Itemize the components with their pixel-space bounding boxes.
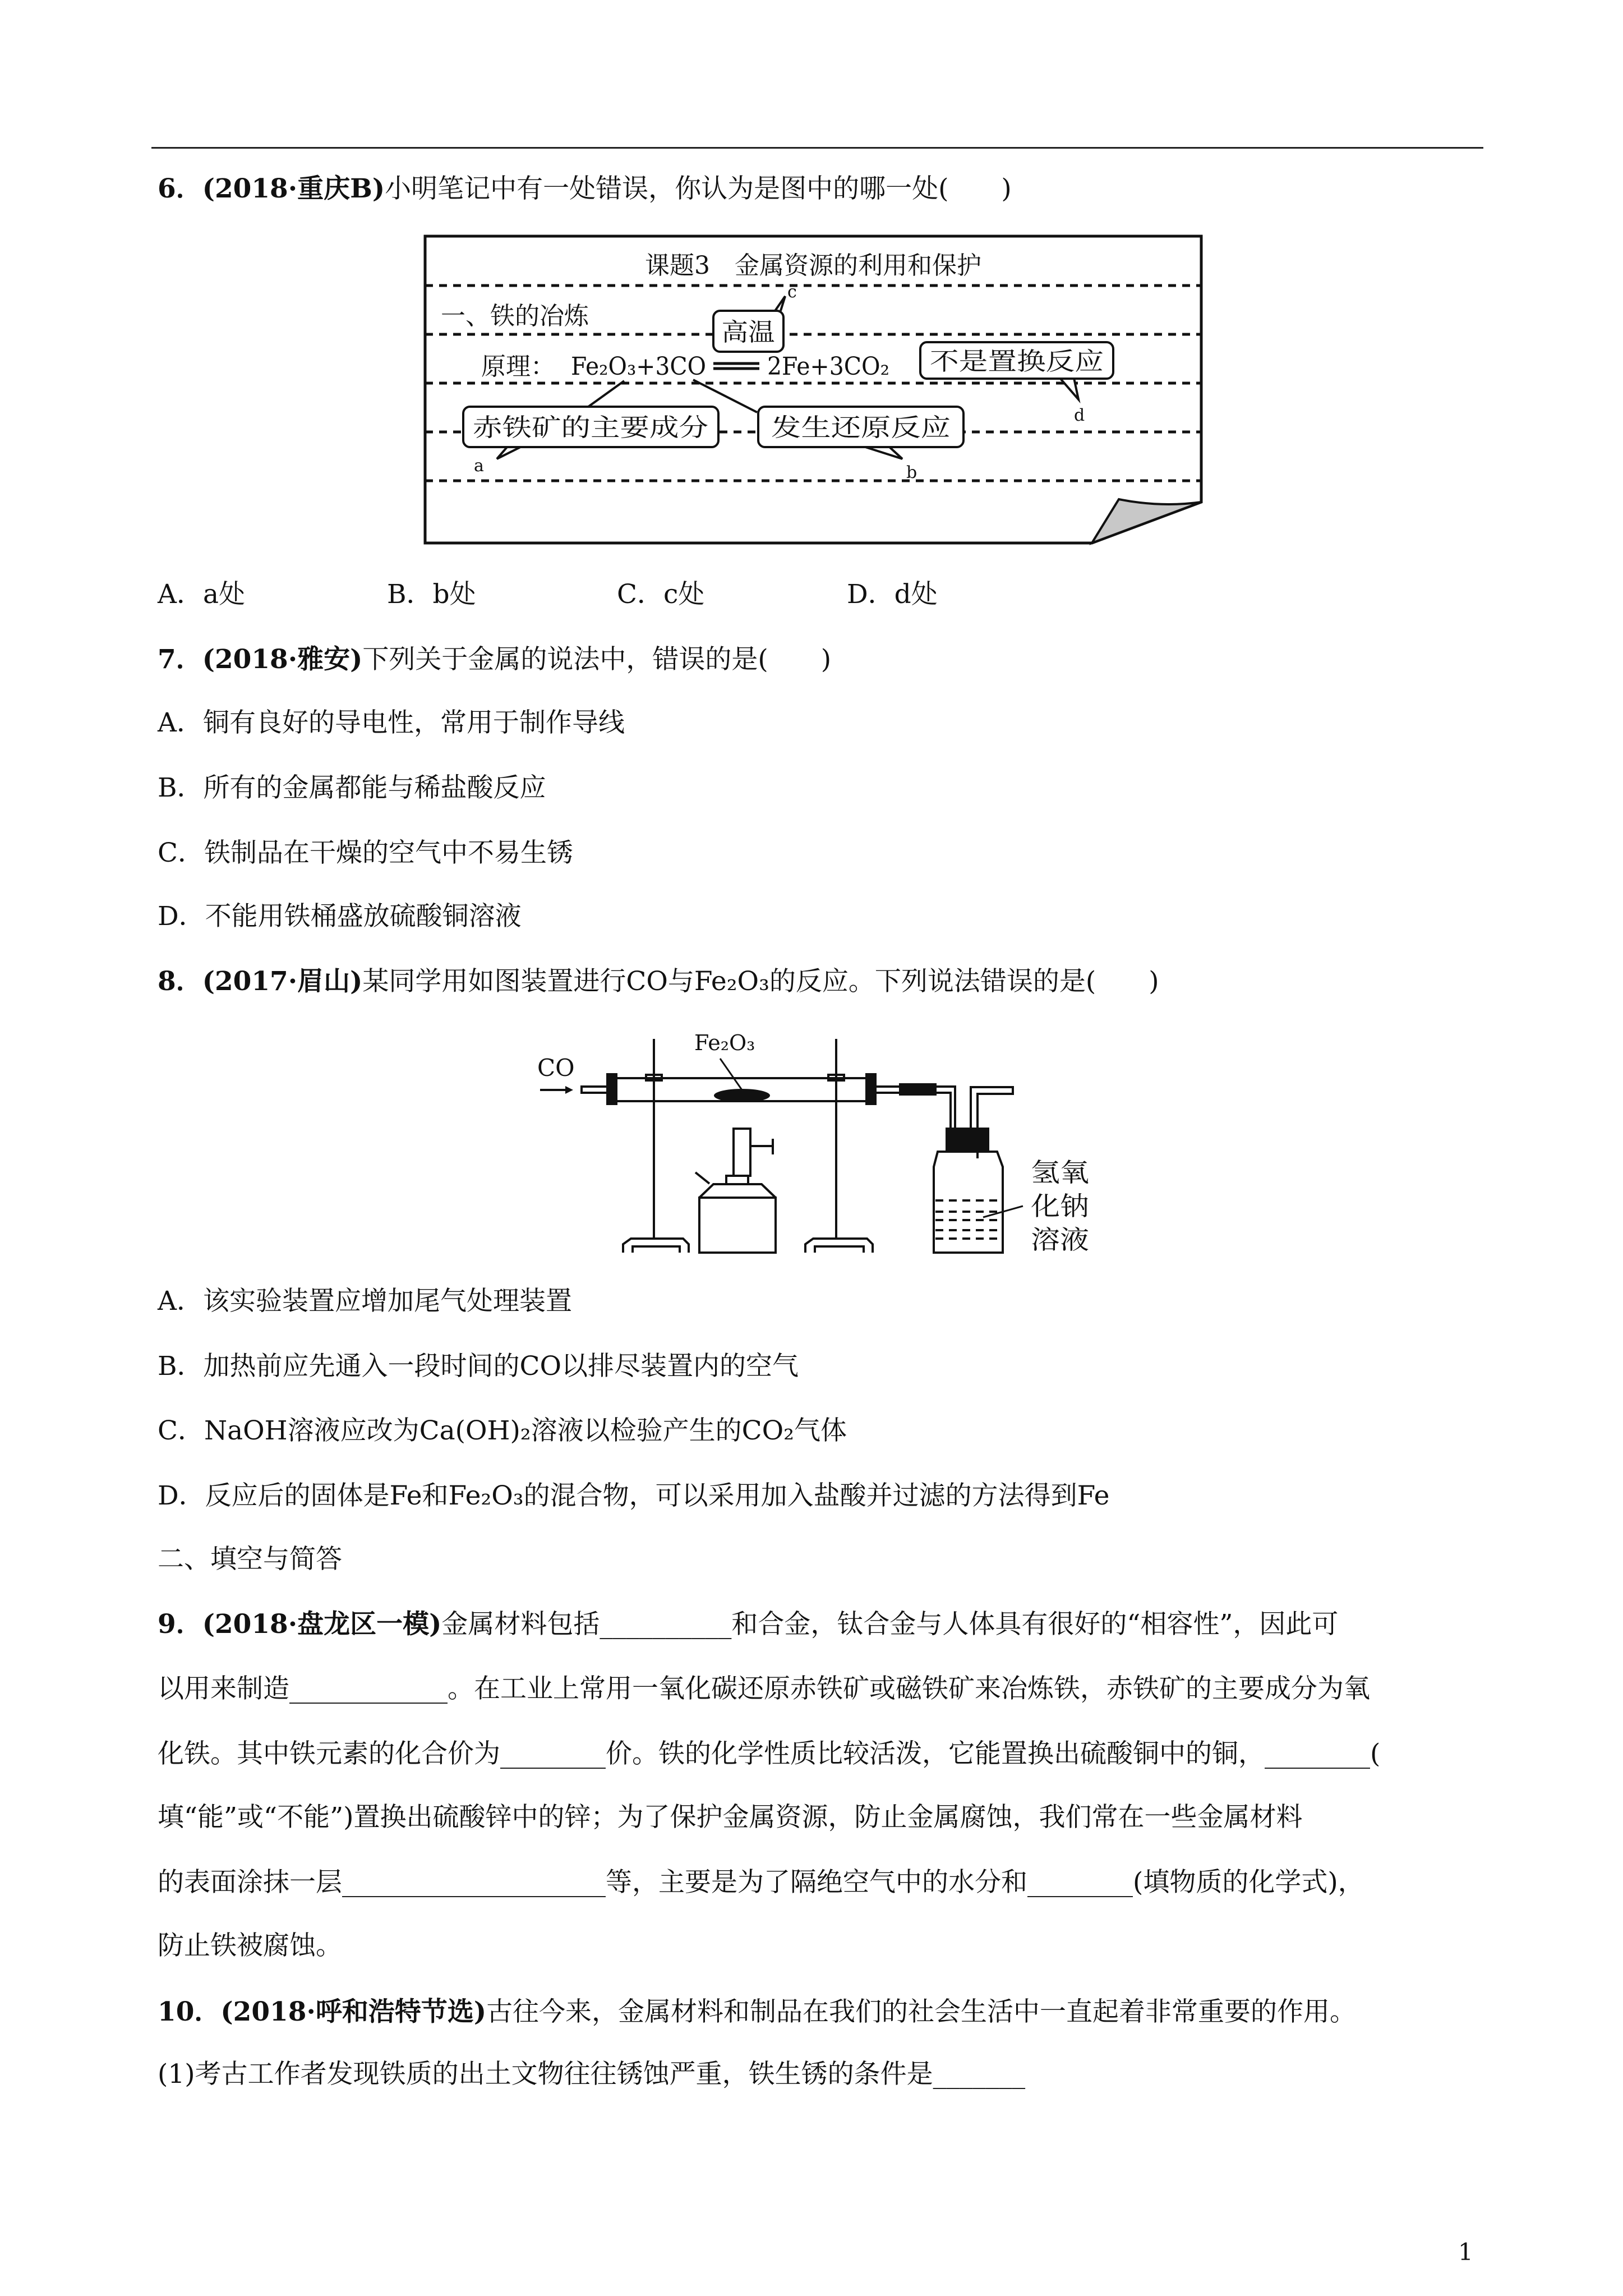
- question-8: [158, 965, 1159, 999]
- label-c: c: [787, 282, 797, 302]
- q9-line-5: 的表面涂抹一层____________________等，主要是为了隔绝空气中的水分和________(填物质的化学式)，: [158, 1867, 1364, 1898]
- header-rule: [151, 147, 1483, 149]
- q10-stem: 古往今来，金属材料和制品在我们的社会生活中一直起着非常重要的作用。: [486, 1996, 1357, 2027]
- q7-option-a: A．铜有良好的导电性，常用于制作导线: [158, 707, 625, 738]
- arrow-head: [565, 1086, 573, 1094]
- left-stand-base: [623, 1239, 689, 1253]
- q7-option-b: B．所有的金属都能与稀盐酸反应: [158, 772, 546, 803]
- q6-option-c: C．c处: [617, 579, 705, 610]
- note-b-bubble: 发生还原反应: [771, 413, 951, 442]
- figure-title: 课题3 金属资源的利用和保护: [645, 251, 981, 280]
- alcohol-lamp: [699, 1198, 776, 1253]
- q7-option-d: D．不能用铁桶盛放硫酸铜溶液: [158, 901, 522, 932]
- q9-number: 9．: [158, 1609, 202, 1640]
- question-10: [158, 1995, 1356, 2029]
- q6-stem: 小明笔记中有一处错误，你认为是图中的哪一处( ): [385, 173, 1012, 204]
- q8-apparatus-figure: [505, 1004, 1122, 1268]
- right-stand-base: [805, 1239, 873, 1253]
- q7-stem: 下列关于金属的说法中，错误的是( ): [362, 644, 832, 675]
- bottle-stopper: [946, 1128, 989, 1152]
- condition-bubble: 高温: [721, 318, 775, 347]
- left-stopper: [607, 1074, 616, 1104]
- q6-option-b: B．b处: [387, 579, 476, 610]
- label-d: d: [1074, 406, 1085, 425]
- q6-number: 6．: [158, 173, 202, 204]
- naoh-label-3: 溶液: [1031, 1225, 1089, 1255]
- label-a: a: [474, 456, 484, 476]
- q10-source: (2018·呼和浩特节选): [220, 1996, 487, 2027]
- lamp-cap: [695, 1172, 709, 1184]
- naoh-label-1: 氢氧: [1031, 1157, 1089, 1188]
- q8-option-b: B．加热前应先通入一段时间的CO以排尽装置内的空气: [158, 1351, 799, 1382]
- principle-label: 原理：: [481, 352, 555, 381]
- page-number: 1: [1458, 2238, 1473, 2266]
- q9-line-4: 填“能”或“不能”)置换出硫酸锌中的锌；为了保护金属资源，防止金属腐蚀，我们常在一些金属材料: [158, 1802, 1303, 1833]
- q8-option-c: C．NaOH溶液应改为Ca(OH)₂溶液以检验产生的CO₂气体: [158, 1415, 847, 1446]
- fe2o3-powder: [714, 1089, 770, 1102]
- q6-option-d: D．d处: [847, 579, 938, 610]
- figure-section: 一、铁的冶炼: [441, 302, 589, 330]
- fe2o3-label: Fe₂O₃: [694, 1030, 755, 1055]
- q9-line-1: 金属材料包括__________和合金，钛合金与人体具有很好的“相容性”，因此可: [441, 1609, 1339, 1640]
- burner-tube: [734, 1129, 750, 1176]
- q9-source: (2018·盘龙区一模): [202, 1609, 442, 1640]
- q10-sub-1: (1)考古工作者发现铁质的出土文物往往锈蚀严重，铁生锈的条件是_______: [158, 2059, 1026, 2090]
- question-9: [158, 1608, 1338, 1641]
- note-a-bubble: 赤铁矿的主要成分: [473, 413, 708, 442]
- burner-knob: [750, 1139, 773, 1154]
- q6-notes-figure: [415, 224, 1211, 561]
- q8-source: (2017·眉山): [202, 966, 363, 997]
- co-label: CO: [537, 1054, 575, 1082]
- equation-products: 2Fe+3CO₂: [767, 352, 889, 381]
- inlet-glass-tube: [935, 1087, 955, 1129]
- naoh-label-2: 化钠: [1031, 1191, 1089, 1221]
- q8-number: 8．: [158, 966, 202, 997]
- note-d-bubble: 不是置换反应: [930, 347, 1104, 376]
- q8-stem: 某同学用如图装置进行CO与Fe₂O₃的反应。下列说法错误的是( ): [362, 966, 1159, 997]
- q6-source: (2018·重庆B): [202, 173, 385, 204]
- q7-option-c: C．铁制品在干燥的空气中不易生锈: [158, 838, 573, 868]
- q10-number: 10．: [158, 1996, 221, 2027]
- q7-number: 7．: [158, 644, 202, 675]
- solution-dashes: [935, 1200, 1002, 1239]
- outlet-tube: [875, 1087, 900, 1093]
- q8-option-d: D．反应后的固体是Fe和Fe₂O₃的混合物，可以采用加入盐酸并过滤的方法得到Fe: [158, 1480, 1110, 1511]
- q6-option-a: A．a处: [158, 579, 245, 610]
- right-stopper: [866, 1074, 875, 1104]
- q7-source: (2018·雅安): [202, 644, 363, 675]
- question-6: [158, 172, 1012, 206]
- question-7: [158, 643, 831, 677]
- q9-line-6: 防止铁被腐蚀。: [158, 1930, 342, 1961]
- notebook-page: [425, 236, 1201, 543]
- label-b: b: [906, 463, 917, 482]
- q8-option-a: A．该实验装置应增加尾气处理装置: [158, 1286, 572, 1317]
- q9-line-2: 以用来制造____________。在工业上常用一氧化碳还原赤铁矿或磁铁矿来冶炼铁，赤铁矿的主要成分为氧: [158, 1673, 1370, 1704]
- section-heading: 二、填空与简答: [158, 1544, 342, 1575]
- q9-line-3: 化铁。其中铁元素的化合价为________价。铁的化学性质比较活泼，它能置换出硫酸铜中的铜，________(: [158, 1738, 1381, 1769]
- rubber-tube: [900, 1084, 935, 1094]
- equation-reactants: Fe₂O₃+3CO: [571, 352, 706, 381]
